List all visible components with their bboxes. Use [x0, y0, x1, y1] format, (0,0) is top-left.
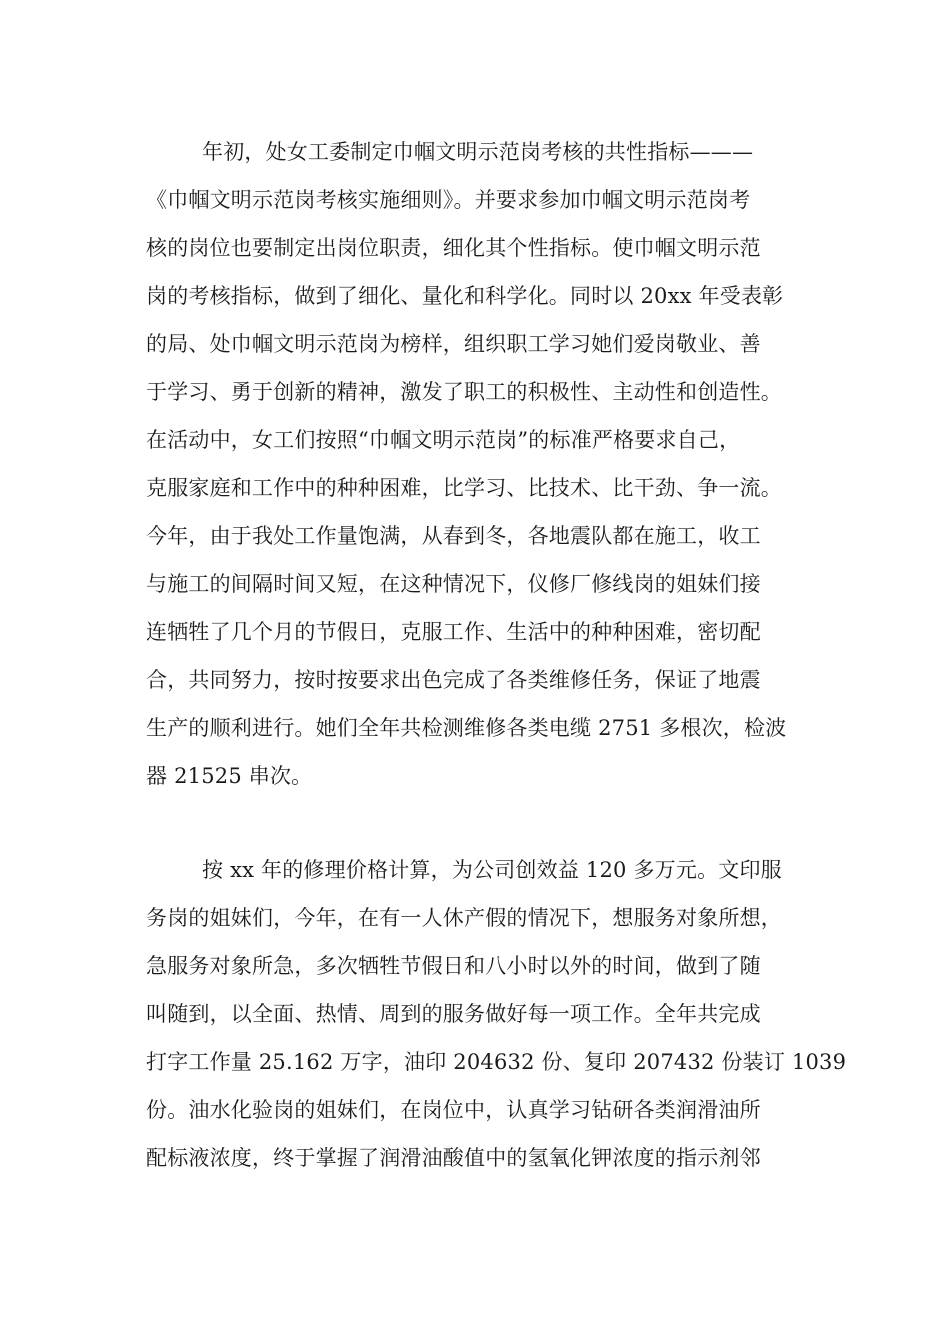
text-line: 核的岗位也要制定出岗位职责，细化其个性指标。使巾帼文明示范: [146, 236, 761, 260]
text-line: 的局、处巾帼文明示范岗为榜样，组织职工学习她们爱岗敬业、善: [146, 332, 761, 356]
text-line: 份。油水化验岗的姐妹们，在岗位中，认真学习钻研各类润滑油所: [146, 1098, 761, 1122]
text-line: 于学习、勇于创新的精神，激发了职工的积极性、主动性和创造性。: [146, 380, 782, 404]
text-line: 配标液浓度，终于掌握了润滑油酸值中的氢氧化钾浓度的指示剂邻: [146, 1146, 761, 1170]
text-line: 按 xx 年的修理价格计算，为公司创效益 120 多万元。文印服: [202, 858, 782, 882]
text-line: 连牺牲了几个月的节假日，克服工作、生活中的种种困难，密切配: [146, 620, 761, 644]
text-line: 年初，处女工委制定巾帼文明示范岗考核的共性指标———: [202, 140, 754, 164]
text-line: 与施工的间隔时间又短，在这种情况下，仪修厂修线岗的姐妹们接: [146, 572, 761, 596]
paragraph-1: [146, 128, 811, 800]
text-line: 岗的考核指标，做到了细化、量化和科学化。同时以 20xx 年受表彰: [146, 284, 784, 308]
text-line: 器 21525 串次。: [146, 764, 313, 788]
text-line: 急服务对象所急，多次牺牲节假日和八小时以外的时间，做到了随: [146, 954, 761, 978]
text-line: 叫随到，以全面、热情、周到的服务做好每一项工作。全年共完成: [146, 1002, 761, 1026]
text-line: 《巾帼文明示范岗考核实施细则》。并要求参加巾帼文明示范岗考: [146, 188, 751, 212]
paragraph-2: [146, 846, 847, 1182]
text-line: 今年，由于我处工作量饱满，从春到冬，各地震队都在施工，收工: [146, 524, 761, 548]
text-line: 克服家庭和工作中的种种困难，比学习、比技术、比干劲、争一流。: [146, 476, 782, 500]
text-line: 打字工作量 25.162 万字，油印 204632 份、复印 207432 份装订 1039: [146, 1050, 847, 1074]
text-line: 生产的顺利进行。她们全年共检测维修各类电缆 2751 多根次，检波: [146, 716, 787, 740]
text-line: 务岗的姐妹们，今年，在有一人休产假的情况下，想服务对象所想，: [146, 906, 782, 930]
text-line: 合，共同努力，按时按要求出色完成了各类维修任务，保证了地震: [146, 668, 761, 692]
text-line: 在活动中，女工们按照“巾帼文明示范岗”的标准严格要求自己，: [146, 428, 741, 452]
